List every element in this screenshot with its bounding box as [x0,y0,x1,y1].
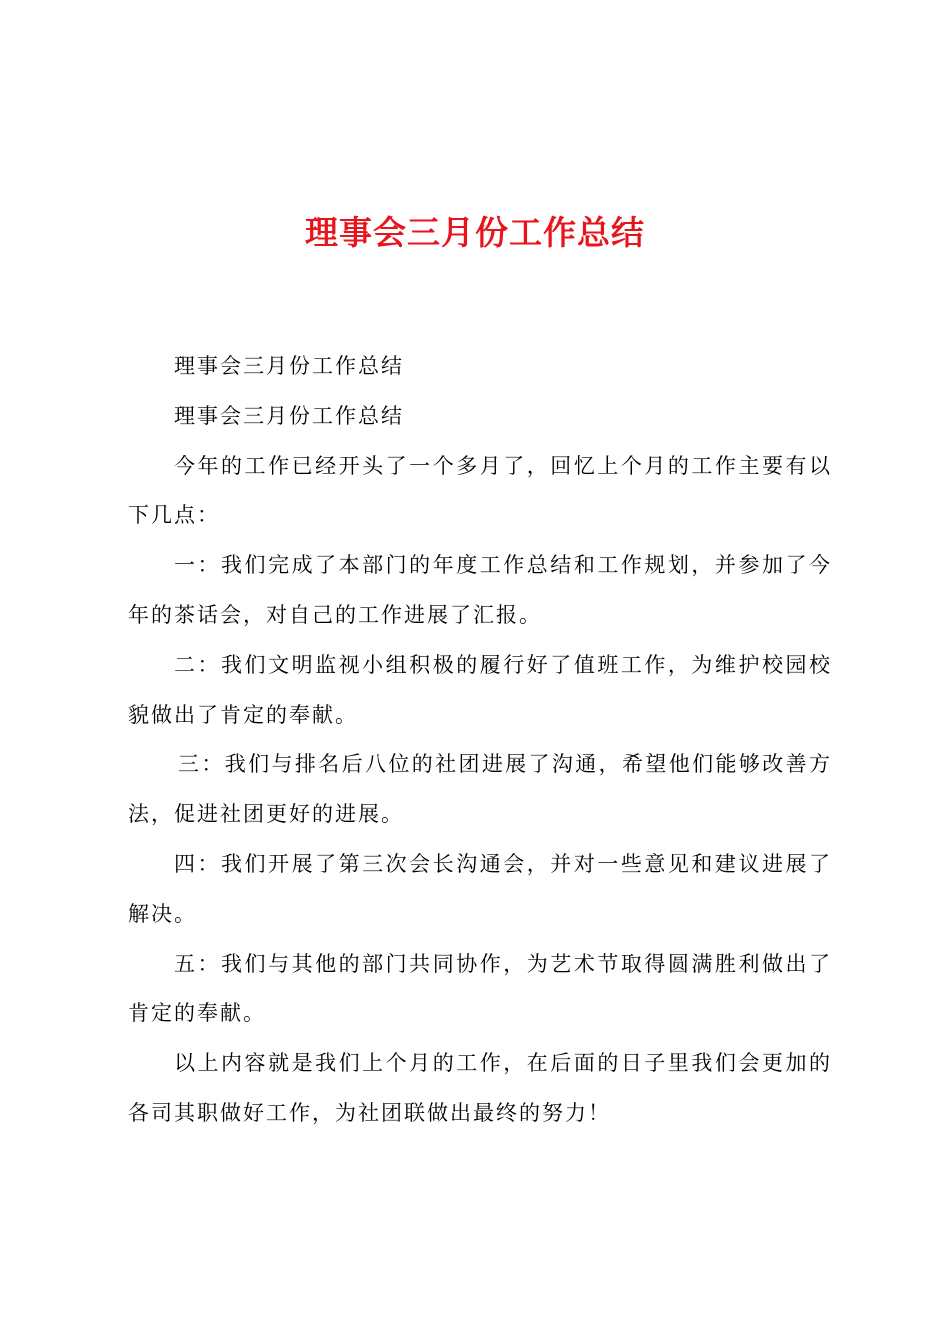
document-body [128,342,832,1139]
paragraph-intro: 今年的工作已经开头了一个多月了，回忆上个月的工作主要有以下几点： [128,453,832,528]
paragraph-conclusion: 以上内容就是我们上个月的工作，在后面的日子里我们会更加的各司其职做好工作，为社团联做出最终的努力！ [128,1051,832,1125]
paragraph-heading-2: 理事会三月份工作总结 [174,403,404,428]
paragraph-heading-1: 理事会三月份工作总结 [174,354,404,378]
paragraph-item-1: 一：我们完成了本部门的年度工作总结和工作规划，并参加了今年的茶话会，对自己的工作进展了汇报。 [128,553,832,627]
paragraph-item-4: 四：我们开展了第三次会长沟通会，并对一些意见和建议进展了解决。 [128,851,832,926]
document-title: 理事会三月份工作总结 [305,213,645,252]
paragraph-item-3: 三：我们与排名后八位的社团进展了沟通，希望他们能够改善方法，促进社团更好的进展。 [128,752,832,827]
paragraph-item-5: 五：我们与其他的部门共同协作，为艺术节取得圆满胜利做出了肯定的奉献。 [128,951,832,1026]
paragraph-item-2: 二：我们文明监视小组积极的履行好了值班工作，为维护校园校貌做出了肯定的奉献。 [128,652,832,727]
